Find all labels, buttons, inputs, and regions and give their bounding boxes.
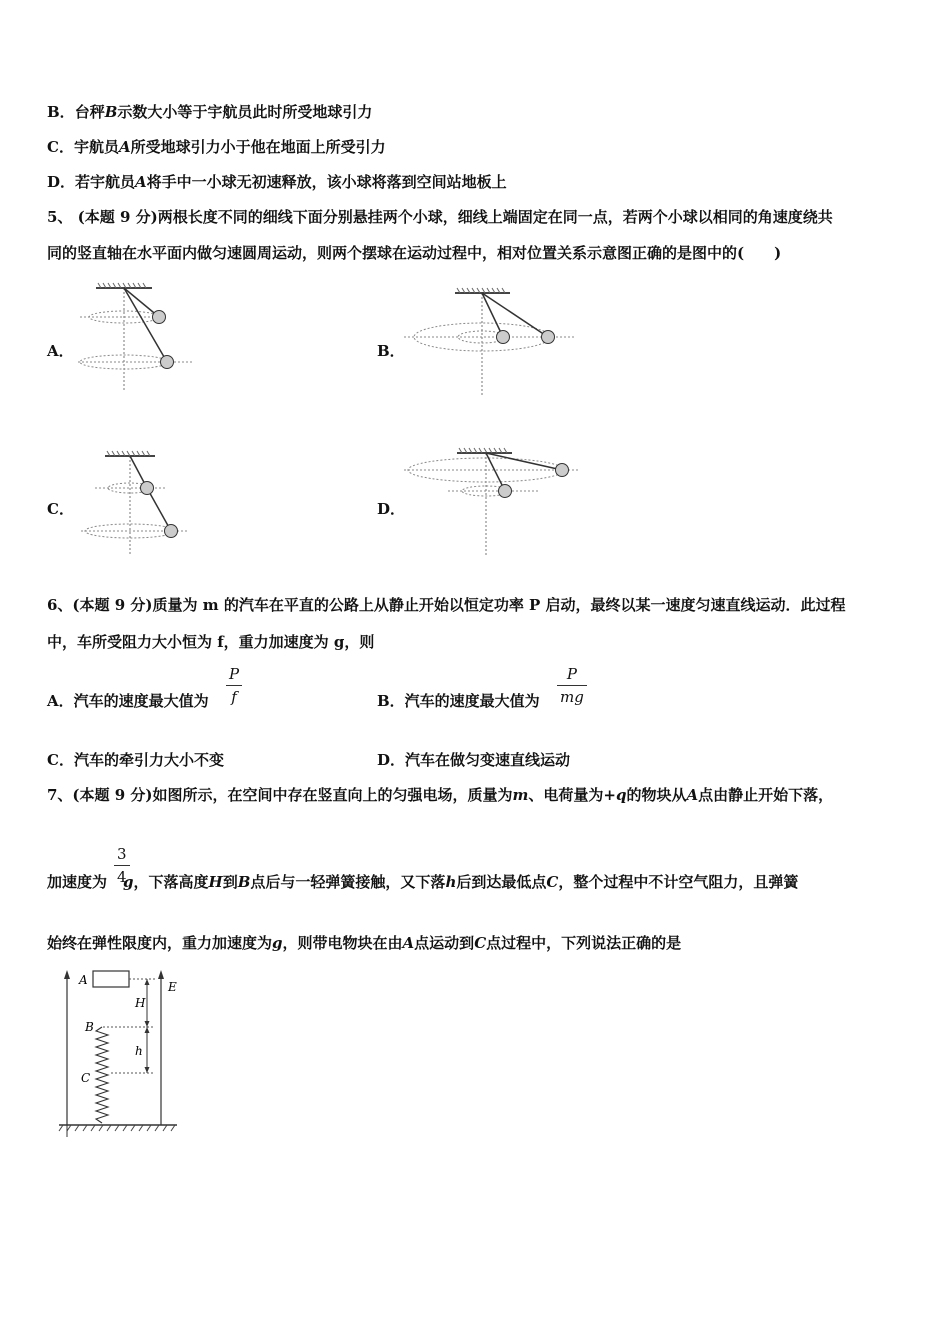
q5-figure-b [400, 285, 580, 400]
q6-option-c: C．汽车的牵引力大小不变 [47, 751, 224, 769]
q6-option-a-fraction [226, 665, 242, 706]
label-b: B [85, 1020, 94, 1034]
fraction-denominator: 4 [117, 868, 127, 886]
q6-stem-line1: 6、(本题 9 分)质量为 m 的汽车在平直的公路上从静止开始以恒定功率 P 启动，最终以某一速度匀速直线运动．此过程 [47, 596, 846, 614]
q7-figure-spring [55, 965, 195, 1145]
q6-option-b-fraction [557, 665, 587, 706]
label-h-lower: h [135, 1044, 143, 1058]
q5-stem-line1: 5、 (本题 9 分)两根长度不同的细线下面分别悬挂两个小球，细线上端固定在同一点，若两个小球以相同的角速度绕共 [47, 208, 833, 226]
q5-figure-c [75, 448, 195, 558]
q6-stem-line2: 中，车所受阻力大小恒为 f，重力加速度为 g，则 [47, 633, 375, 651]
q5-option-a-label: A． [47, 342, 74, 360]
label-c: C [81, 1071, 91, 1085]
q6-option-b: B．汽车的速度最大值为 [377, 692, 540, 710]
q5-figure-d [400, 445, 585, 557]
fraction-numerator: P [566, 665, 577, 683]
fraction-denominator: mg [560, 688, 584, 706]
fraction-numerator: P [229, 665, 240, 683]
q6-option-a: A．汽车的速度最大值为 [47, 692, 209, 710]
fraction-numerator: 3 [117, 845, 127, 863]
q7-stem-line3: 始终在弹性限度内，重力加速度为g，则带电物块在由A点运动到C点过程中，下列说法正确的是 [47, 934, 682, 952]
q4-option-d: D．若宇航员A将手中一小球无初速释放，该小球将落到空间站地板上 [47, 173, 507, 191]
q4-option-b: B．台秤B示数大小等于宇航员此时所受地球引力 [47, 103, 373, 121]
q5-option-c-label: C． [47, 500, 74, 518]
q5-figure-a [70, 280, 200, 395]
q4-option-c: C．宇航员A所受地球引力小于他在地面上所受引力 [47, 138, 386, 156]
q5-stem-line2: 同的竖直轴在水平面内做匀速圆周运动，则两个摆球在运动过程中，相对位置关系示意图正确的是图中的( ) [47, 244, 782, 262]
q7-stem-line2: 加速度为 g，下落高度H到B点后与一轻弹簧接触，又下落h后到达最低点C，整个过程中不计空气阻力，且弹簧 [47, 873, 799, 891]
label-a: A [79, 973, 88, 987]
spring [96, 1027, 108, 1123]
q5-option-b-label: B． [377, 342, 405, 360]
label-e: E [168, 980, 177, 994]
label-h-upper: H [135, 996, 146, 1010]
fraction-denominator: f [231, 688, 237, 706]
q5-option-d-label: D． [377, 500, 406, 518]
q6-option-d: D．汽车在做匀变速直线运动 [377, 751, 571, 769]
q7-stem-line1: 7、(本题 9 分)如图所示，在空间中存在竖直向上的匀强电场，质量为m、电荷量为+q的物块从A点由静止开始下落， [47, 786, 834, 804]
